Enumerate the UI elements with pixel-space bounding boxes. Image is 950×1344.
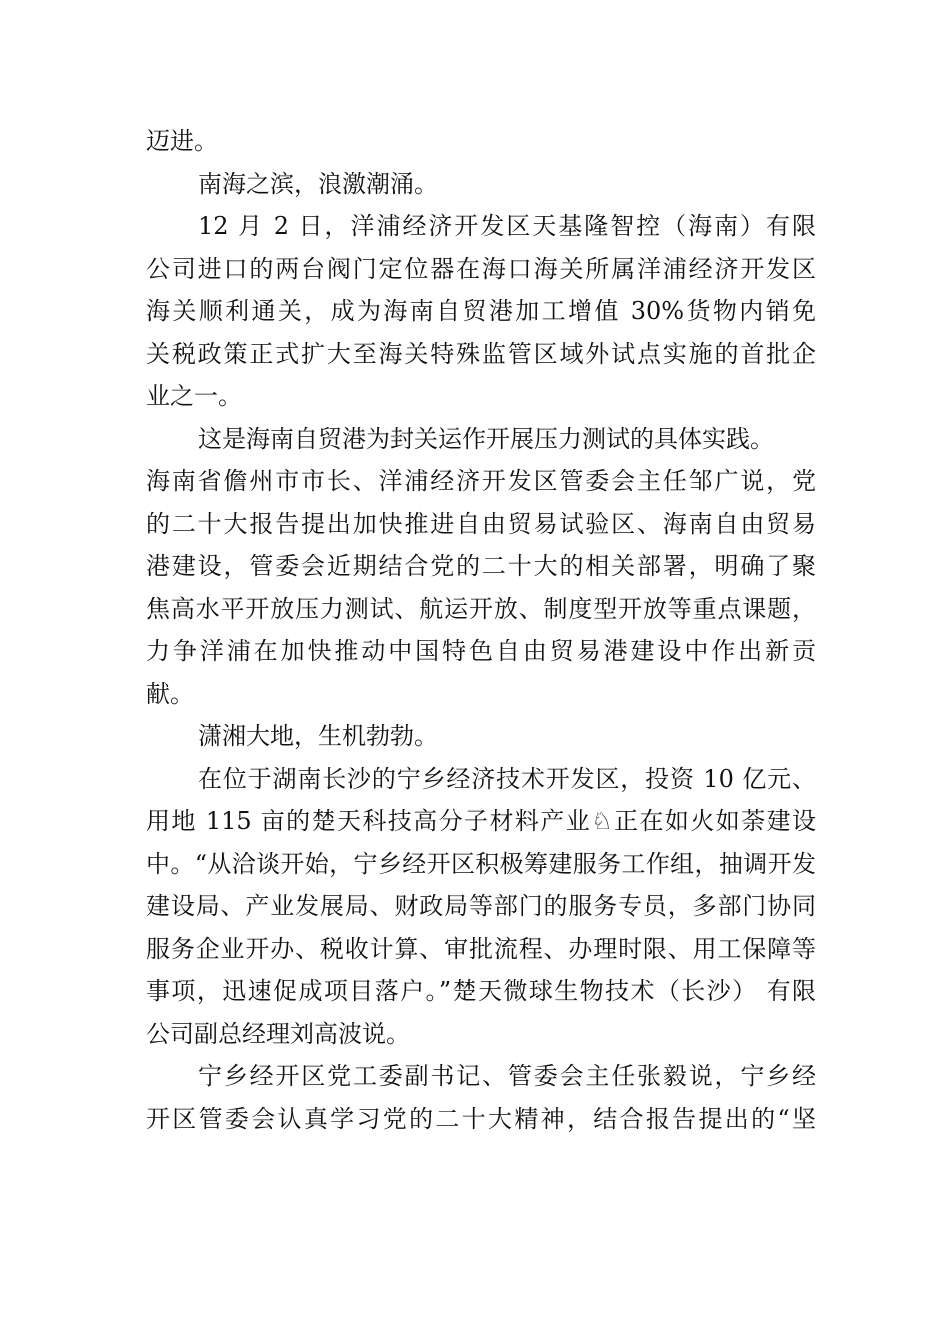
text-line: 事项，迅速促成项目落户。”楚天微球生物技术（长沙） 有限 [146, 977, 816, 1005]
text-line: 关税政策正式扩大至海关特殊监管区域外试点实施的首批企 [146, 339, 816, 368]
text-line: 焦高水平开放压力测试、航运开放、制度型开放等重点课题， [146, 594, 816, 623]
text-line: 海关顺利通关，成为海南自贸港加工增值 30%货物内销免 [146, 297, 816, 325]
document-body [146, 120, 816, 1140]
text-line: 力争洋浦在加快推动中国特色自由贸易港建设中作出新贡 [146, 637, 816, 665]
text-line: 海南省儋州市市长、洋浦经济开发区管委会主任邹广说，党 [146, 467, 816, 495]
text-line: 宁乡经开区党工委副书记、管委会主任张毅说，宁乡经 [198, 1062, 816, 1090]
text-line: 服务企业开办、税收计算、审批流程、办理时限、用工保障等 [146, 934, 816, 963]
text-line: 开区管委会认真学习党的二十大精神，结合报告提出的“坚 [146, 1104, 816, 1133]
text-line: 这是海南自贸港为封关运作开展压力测试的具体实践。 [198, 424, 774, 453]
text-line: 港建设，管委会近期结合党的二十大的相关部署，明确了聚 [146, 552, 816, 580]
text-line: 公司进口的两台阀门定位器在海口海关所属洋浦经济开发区 [146, 254, 816, 283]
text-line: 12 月 2 日，洋浦经济开发区天基隆智控（海南）有限 [198, 212, 816, 240]
text-line: 建设局、产业发展局、财政局等部门的服务专员，多部门协同 [146, 892, 816, 920]
text-line: 的二十大报告提出加快推进自由贸易试验区、海南自由贸易 [146, 509, 816, 538]
text-line: 献。 [146, 679, 194, 708]
text-line: 南海之滨，浪激潮涌。 [198, 169, 438, 198]
text-line: 在位于湖南长沙的宁乡经济技术开发区，投资 10 亿元、 [198, 764, 816, 793]
text-line: 业之一。 [146, 382, 242, 410]
text-line: 迈进。 [146, 127, 218, 155]
text-line: 公司副总经理刘高波说。 [146, 1019, 410, 1048]
text-line: 中。“从洽谈开始，宁乡经开区积极筹建服务工作组，抽调开发 [146, 849, 816, 878]
text-line: 潇湘大地，生机勃勃。 [198, 722, 438, 750]
text-line: 用地 115 亩的楚天科技高分子材料产业♘正在如火如荼建设 [146, 807, 816, 835]
